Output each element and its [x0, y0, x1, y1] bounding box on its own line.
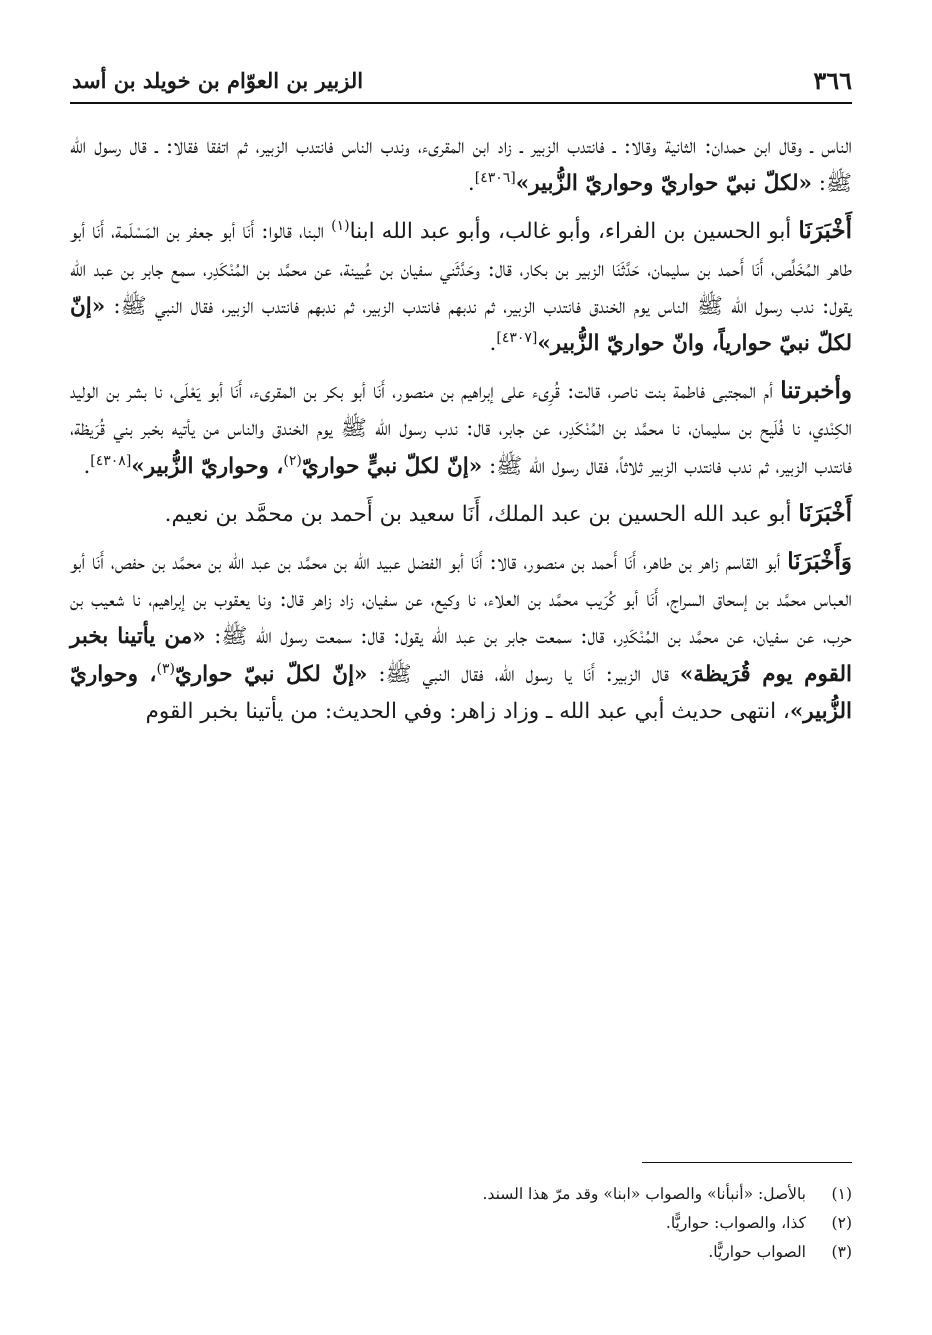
hadith-quote-3: ، وحواريّ الزُّبير» [70, 661, 852, 724]
hadith-reference: [٤٣٠٨] [90, 452, 132, 469]
hadith-quote: «إنّ لكلّ نبيّ حوارياً، وانّ حواريّ الزُّبير» [70, 293, 852, 357]
paragraph-3 [70, 372, 852, 485]
footnote-number: (٢) [831, 1214, 852, 1232]
paragraph-text: أبو القاسم زاهر بن طاهر، أَنَا أَحمد بن منصور، قالا: أَنَا أبو الفضل عبيد الله بن محمَّد بن عبد الله بن محمَّد بن حفص، أَنَا أبو العباس محمَّد بن إسحاق السراج، أَنَا أبو كُرَيب محمَّد بن العلاء، نا وكيع، عن سفيان، زاد زاهر قال: ونا يعقوب بن إبراهيم، نا شعيب بن حرب، عن سفيان، عن محمَّد بن المُنْكَدِر، قال: سمعت جابر بن عبد الله يقول: قال: سمعت رسول الله ﷺ: [70, 550, 852, 650]
footnote-text: بالأصل: «أنبأنا» والصواب «ابنا» وقد مرّ هذا السند. [482, 1185, 806, 1203]
hadith-reference: [٤٣٠٦] [474, 170, 516, 187]
hadith-quote: «لكلّ نبيّ حواريّ وحواريّ الزُّبير» [515, 171, 812, 197]
paragraph-4 [70, 495, 852, 533]
paragraph-text-3: ، انتهى حديث أبي عبد الله ـ وزاد زاهر: وفي الحديث: من يأتينا بخبر القوم [145, 698, 790, 724]
footnote-text: الصواب حواريًّا. [708, 1243, 806, 1261]
hadith-reference: [٤٣٠٧] [496, 329, 538, 346]
footnote-2 [70, 1209, 852, 1238]
footnote-marker[interactable]: (١) [331, 218, 350, 235]
hadith-quote: «إنّ لكلّ نبيٍّ حواريّ [301, 453, 483, 479]
page-header [70, 58, 852, 104]
paragraph-text-2: البنا، قالوا: أَنَا أبو جعفر بن المَسْلَمة، أَنَا أبو طاهر المُخَلِّص، أَنَا أَحمد بن سليمان، حَدَّثَنَا الزبير بن بكار، قال: وحَدَّثَني سفيان بن عُيينة، عن محمَّد بن المُنْكَدِر، سمع جابر بن عبد الله يقول: ندب رسول الله ﷺ الناس يوم الخندق فانتدب الزبير، ثم ندبهم فانتدب الزبير، ثم ندبهم فانتدب الزبير، فقال النبي ﷺ: [70, 219, 852, 319]
footnotes [70, 1180, 852, 1267]
paragraph-tail: . [467, 171, 475, 197]
footnote-number: (٣) [831, 1243, 852, 1261]
paragraph-text: الناس ـ وقال ابن حمدان: الثانية وقالا: ـ فانتدب الزبير ـ زاد ابن المقرىء، وندب الناس فانتدب الزبير، ثم اتفقا فقالا: ـ قال رسول الله ﷺ: [70, 134, 852, 197]
footnote-number: (١) [831, 1185, 852, 1203]
body-text [70, 128, 852, 730]
paragraph-5 [70, 543, 852, 730]
paragraph-text: أم المجتبى فاطمة بنت ناصر، قالت: قُرِىء على إبراهيم بن منصور، أَنَا أبو بكر بن المقرىء، أَنَا أبو يَعْلَى، نا بشر بن الوليد الكِنْدي، نا فُلَيح بن سليمان، نا محمَّد بن المُنْكَدِر، عن جابر، قال: ندب رسول الله ﷺ يوم الخندق والناس من يأتيه بخبر بني قُرَيظة، فانتدب الزبير، ثم ندب فانتدب الزبير ثلاثاً، فقال رسول الله ﷺ: [70, 379, 852, 479]
footnote-divider [642, 1162, 852, 1163]
running-title: الزبير بن العوّام بن خويلد بن أسد [72, 68, 364, 93]
hadith-quote-2: ، وحواريّ الزُّبير» [131, 453, 284, 479]
isnad-lead-word: أَخْبَرَنَا [798, 217, 852, 245]
isnad-lead-word: وَأَخْبَرَنَا [787, 548, 852, 576]
footnote-text: كذا، والصواب: حواريًّا. [665, 1214, 806, 1232]
isnad-lead-word: وأخبرتنا [780, 377, 852, 405]
page-number: ٣٦٦ [813, 66, 852, 95]
paragraph-tail: . [83, 453, 91, 479]
footnote-3 [70, 1238, 852, 1267]
document-page [70, 58, 852, 1298]
paragraph-text: أبو الحسين بن الفراء، وأبو غالب، وأبو عبد الله ابنا [349, 219, 799, 245]
paragraph-text-2: قال الزبير: أَنَا يا رسول الله، فقال النبي ﷺ: [367, 661, 680, 687]
isnad-lead-word: أَخْبَرَنَا [798, 499, 852, 527]
footnote-1 [70, 1180, 852, 1209]
paragraph-1 [70, 128, 852, 202]
footnote-marker[interactable]: (٣) [156, 660, 175, 677]
hadith-quote: «من يأتينا بخبر القوم يوم قُرَيظة» [70, 624, 852, 687]
paragraph-text: أبو عبد الله الحسين بن عبد الملك، أَنَا سعيد بن أَحمد بن محمَّد بن نعيم. [164, 501, 799, 527]
paragraph-2 [70, 212, 852, 362]
hadith-quote-2: «إنّ لكلّ نبيّ حواريّ [174, 661, 368, 687]
footnote-marker[interactable]: (٢) [283, 452, 302, 469]
paragraph-tail: . [489, 331, 497, 357]
